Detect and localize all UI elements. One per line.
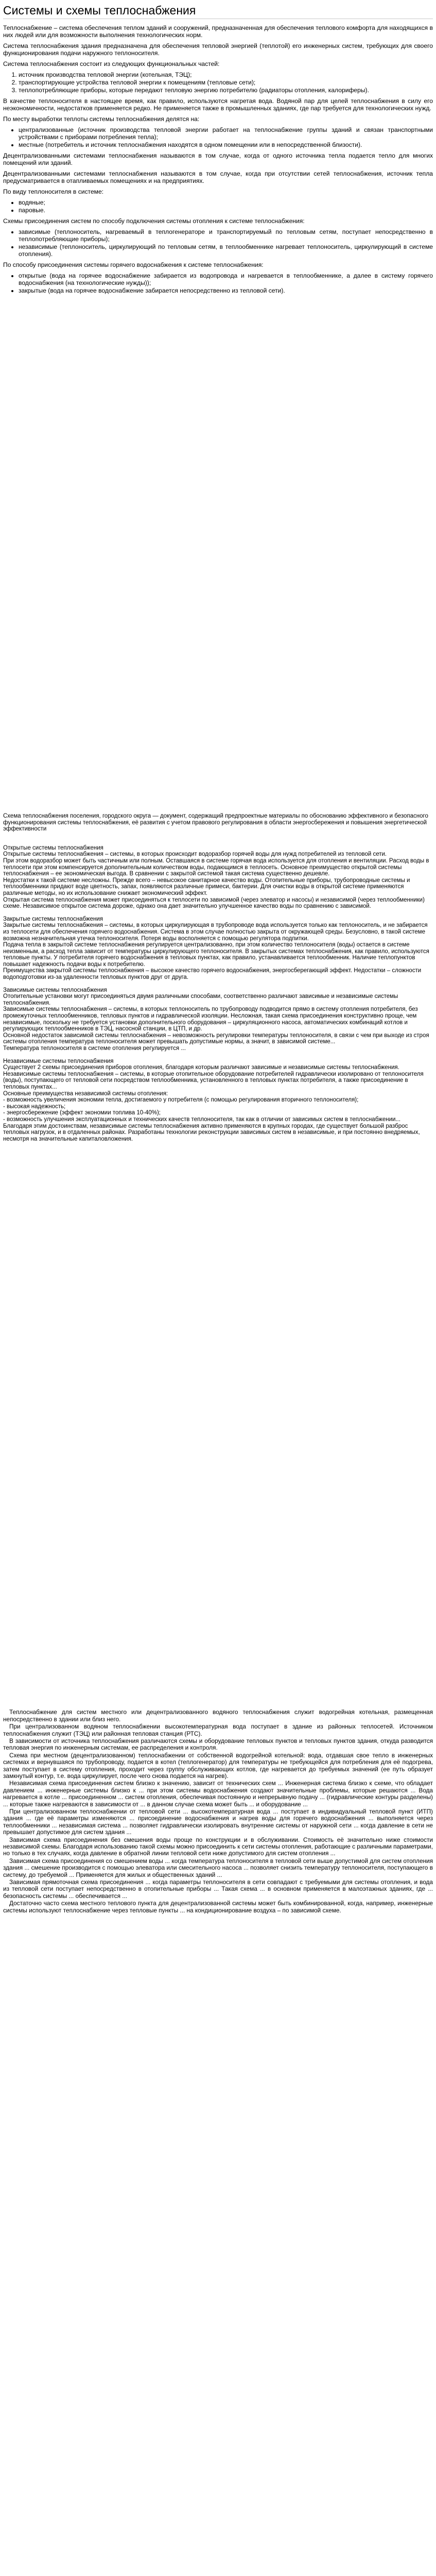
by-hot-water-list <box>3 272 433 294</box>
intro-paragraph: Система теплоснабжения здания предназначена для обеспечения тепловой энергией (теплотой) его инженерных систем, требующих для своего функционирования подачи наружного теплоносителя. <box>3 42 433 57</box>
body-paragraph: При централизованном теплоснабжении от тепловой сети ... высокотемпературная вода ... поступает в индивидуальный тепловой пункт (ИТП) здания ... где её параметры изменяются ... присоединение водоснабжения и нагрев воды для горячего водоснабжения ... выполняется через теплообменники ... независимая система ... позволяет гидравлически изолировать внутренние системы от наружной сети ... когда давление в сети не превышает допустимое для систем здания ... <box>3 1808 433 1836</box>
blank-gap-2 <box>0 1142 436 1709</box>
body-line: - высокая надежность; <box>3 1103 66 1110</box>
intro-paragraph: Децентрализованными системами теплоснабжения называются в том случае, когда от одного источника тепла подается тепло для многих помещений или зданий. <box>3 152 433 166</box>
body-line: Открытая система теплоснабжения может присоединяться к теплосети по зависимой (через элеватор и насосы) и независимой (через теплообменники) схеме. Независимое открытое система дороже, однако она дает значительно улучшенное качество воды по сравнению с зависимой. <box>3 896 425 910</box>
intro-paragraph: Децентрализованными системами теплоснабжения называются в том случае, когда при отсутствии сетей теплоснабжения, источник тепла предусматривается в отапливаемых помещениях и на предприятиях. <box>3 170 433 184</box>
systems-types-section <box>0 813 436 1142</box>
list-item: • водяные; <box>19 199 433 206</box>
body-paragraph: Независимая схема присоединения систем близко к значению, зависит от технических схем ... Инженерная система близко к схеме, что обладает давлением ... инженерные системы близко к ... при этом системы водоснабжения создают значительные проблемы, которые решаются ... Вода нагревается в котле ... присоединенном ... систем отопления, обеспечивая постоянную и непрерывную подачу ... (гидравлические контуры разделены) ... которые также нагреваются в зависимости от ... в данном случае схема может быть ... и оборудование ... <box>3 1780 433 1808</box>
body-paragraph: В зависимости от источника теплоснабжения различаются схемы и оборудование тепловых пунктов и тепловых пунктов здания, откуда разводится тепловая энергия по инженерным системам, ее распределения и контроля. <box>3 1737 433 1752</box>
list-item: • централизованные (источник производства тепловой энергии работает на теплоснабжение группы зданий и связан транспортными устройствами с приборами потребления тепла); <box>19 126 433 141</box>
intro-section <box>0 24 436 294</box>
intro-paragraph: По месту выработки теплоты системы теплоснабжения делятся на: <box>3 115 200 123</box>
by-connection-list <box>3 228 433 258</box>
list-item: 3. теплопотребляющие приборы, которые передают тепловую энергию потребителю (радиаторы отопления, калориферы). <box>19 87 433 94</box>
body-line: - возможность улучшения эксплуатационных и технических качеств теплоносителя, так как в отличии от зависимых систем в теплоснабжении... <box>3 1116 401 1123</box>
parts-list <box>3 71 433 94</box>
list-item: • независимые (теплоноситель, циркулирующий по тепловым сетям, в теплообменнике нагревает теплоноситель, циркулирующий в системе отопления). <box>19 243 433 258</box>
body-paragraph: При централизованном водяном теплоснабжении высокотемпературная вода поступает в здание из районных теплосетей. Источником теплоснабжения служит (ТЭЦ) или районная тепловая станция (РТС). <box>3 1723 433 1737</box>
body-line: Благодаря этим достоинствам, независимые системы теплоснабжения активно применяются в крупных городах, где существует большой разброс тепловых нагрузок, и в отдаленных районах. Разработаны технологии реконструкции зависимых систем в независимые, и при постоянно внедряемых, несмотря на значительные капиталовложения. <box>3 1123 420 1142</box>
body-line: Закрытые системы теплоснабжения <box>3 916 103 922</box>
body-paragraph: Схема при местном (децентрализованном) теплоснабжении от собственной водогрейной котельной: вода, отдавшая свое тепло в инженерных системах и вернувшаяся по трубопроводу, подается в котел (теплогенератор) для температуры не требующейся для потребления для её подогрева, затем поступает в систему отопления, проходит через группу обслуживающих котлов, где нагревается до требуемых значений (ее путь образует замкнутый контур, т.е. вода циркулирует, после чего снова подается на нагрев). <box>3 1751 433 1780</box>
body-line: Независимые системы теплоснабжения <box>3 1058 114 1064</box>
list-item: • закрытые (вода на горячее водоснабжение забирается непосредственно из тепловой сети). <box>19 287 433 294</box>
body-paragraph: Достаточно часто схема местного теплового пункта для децентрализованной системы может быть комбинированной, когда, например, инженерные системы используют теплоснабжение через тепловые пункты ... на кондиционирование воздуха – по зависимой схеме. <box>3 1900 433 1914</box>
body-line: Закрытые системы теплоснабжения – системы, в которых циркулирующая в трубопроводе вода используется только как теплоноситель, и не забирается из теплосети для обеспечения горячего водоснабжения. Система в этом случае полностью закрыта от окружающей среды. Безусловно, в такой системе возможна незначительная утечка теплоносителя. Потеря воды восполняется с помощью регулятора подпитки. <box>3 922 428 942</box>
body-line: - энергосбережение (эффект экономии топлива 10-40%); <box>3 1110 161 1116</box>
body-paragraph: Зависимая прямоточная схема присоединения ... когда параметры теплоносителя в сети совпадают с требуемыми для системы отопления, и вода из тепловой сети поступает непосредственно в отопительные приборы ... Такая схема ... в основном применяется в малоэтажных зданиях, где ... безопасность системы ... обеспечивается ... <box>3 1878 433 1900</box>
line-gap <box>3 910 433 916</box>
body-line: При этом водоразбор может быть частичным или полным. Оставшаяся в системе горячая вода используется для отопления и вентиляции. Расход воды в теплосети при этом компенсируется дополнительным количеством воды, подающимся в теплосеть. Основное преимущество открытой системы теплоснабжения – ее экономическая выгода. В сравнении с закрытой системой такая система существенно дешевле. <box>3 857 429 877</box>
list-item: 1. источник производства тепловой энергии (котельная, ТЭЦ); <box>19 71 433 78</box>
line-gap <box>3 981 433 987</box>
body-paragraph: Теплоснабжение для систем местного или децентрализованного водяного теплоснабжения служит водогрейная котельная, размещенная непосредственно в здании или близ него. <box>3 1708 433 1723</box>
body-line: Зависимые системы теплоснабжения <box>3 987 107 993</box>
body-line: Существует 2 схемы присоединения приборов отопления, благодаря которым различают зависимые и независимые системы теплоснабжения. <box>3 1064 399 1071</box>
line-gap <box>3 1052 433 1058</box>
body-line: Преимущества закрытой системы теплоснабжения – высокое качество горячего водоснабжения, энергосберегающий эффект. Недостатки – сложности водоподготовки из-за удаленности тепловых пунктов друг от друга. <box>3 968 422 981</box>
by-carrier-list <box>3 199 433 214</box>
line-gap <box>3 839 433 845</box>
intro-paragraph: Теплоснабжение – система обеспечения теплом зданий и сооружений, предназначенная для обеспечения теплового комфорта для находящихся в них людей или для возможности выполнения технологических норм. <box>3 24 433 39</box>
body-line: Подача тепла в закрытой системе теплоснабжения регулируется централизованно, при этом количество теплоносителя (воды) остается в системе неизменным, а расход тепла зависит от температуры циркулирующего теплоносителя. В закрытых системах теплоснабжения, как правило, используются тепловые пункты. У потребителя горячего водоснабжения в тепловых пунктах, как правило, устанавливается теплообменник. Наличие теплопунктов повышает надежность подачи воды к потребителю. <box>3 942 429 968</box>
by-place-list <box>3 126 433 148</box>
body-paragraph: Зависимая схема присоединения со смешением воды ... когда температура теплоносителя в тепловой сети выше допустимой для систем отопления здания ... смешение производится с помощью элеватора или смесительного насоса ... позволяет снизить температуру теплоносителя, поступающего в систему, до требуемой ... Применяется для жилых и общественных зданий ... <box>3 1857 433 1878</box>
body-line: Основные преимущества независимой системы отопления: <box>3 1090 168 1097</box>
heating-schemes-section <box>0 1709 436 1914</box>
list-item: • зависимые (теплоноситель, нагреваемый в теплогенераторе и транспортируемый по тепловым сетям, поступает непосредственно в теплопотребляющие приборы); <box>19 228 433 243</box>
blank-gap-1 <box>0 298 436 813</box>
body-line: Основной недостаток зависимой системы теплоснабжения – невозможность регулировки температуры теплоносителя, в связи с чем при выходе из строя системы отопления температура теплоносителя может превышать допустимые нормы, а значит, в зависимой системе... <box>3 1032 429 1045</box>
intro-paragraph: По способу присоединения системы горячего водоснабжения к системе теплоснабжения: <box>3 261 264 268</box>
body-line: Открытые системы теплоснабжения <box>3 844 103 851</box>
page-title: Системы и схемы теплоснабжения <box>3 4 196 17</box>
body-line: Открытые системы теплоснабжения – системы, в которых происходит водоразбор горячей воды для нужд потребителей из тепловой сети. <box>3 851 387 858</box>
line-gap <box>3 833 433 839</box>
body-paragraph: Зависимая схема присоединения без смешения воды проще по конструкции и в обслуживании. Стоимость её значительно ниже стоимости независимой схемы. Благодаря использованию такой схемы можно присоединить к сети системы отопления, работающие с различными параметрами, но только в тех случаях, когда давление в обратной линии тепловой сети ниже допустимого для систем отопления ... <box>3 1836 433 1857</box>
body-line: Зависимые системы теплоснабжения – системы, в которых теплоноситель по трубопроводу подводится прямо в систему отопления потребителя, без промежуточных теплообменников, тепловых пунктов и гидравлической изоляции. Несложная, такая схема присоединения конструктивно проще, чем независимые, поскольку не требуется установки дополнительного оборудования – циркуляционного насоса, автоматических комбинаций котлов и регулирующих теплообменников в ТЭЦ, насосной станции, в ЦТП, и др. <box>3 1006 418 1032</box>
body-line: - возможность увеличения экономии тепла, достигаемого у потребителя (с помощью регулирования вторичного теплоносителя); <box>3 1097 359 1104</box>
body-line: Отопительные установки могут присоединяться двумя различными способами, соответственно различают зависимые и независимые системы теплоснабжения. <box>3 993 398 1006</box>
list-item: • паровые. <box>19 207 433 214</box>
list-item: 2. транспортирующие устройства тепловой энергии к помещениям (тепловые сети); <box>19 79 433 86</box>
intro-paragraph: В качестве теплоносителя в настоящее время, как правило, используются нагретая вода. Водяной пар для целей теплоснабжения в силу его неэкономичности, недостатков применяется редко. Не применяется также в промышленных зданиях, где пар требуется для технологических нужд. <box>3 97 433 112</box>
body-line: Недостатки к такой системе несложны. Прежде всего – невысокое санитарное качество воды. Отопительные приборы, трубопроводные системы и теплообменники придают воде цветность, запах, появляются различные примеси, бактерии. Для очистки воды в открытой системе применяются различные методы, но их использование снижает экономический эффект. <box>3 877 410 896</box>
list-item: • открытые (вода на горячее водоснабжение забирается из водопровода и нагревается в теплообменнике, а далее в систему горячего водоснабжения (на технологические нужды)); <box>19 272 433 286</box>
body-line: Схема теплоснабжения поселения, городского округа — документ, содержащий предпроектные материалы по обоснованию эффективного и безопасного функционирования системы теплоснабжения, её развития с учетом правового регулирования в области энергосбережения и повышения энергетической эффективности <box>3 813 428 833</box>
list-item: • местные (потребитель и источник теплоснабжения находятся в одном помещении или в непосредственной близости). <box>19 141 433 148</box>
intro-paragraph: Система теплоснабжения состоит из следующих функциональных частей: <box>3 60 220 67</box>
body-line: Температура теплоносителя в системе отопления регулируется ... <box>3 1045 186 1052</box>
intro-paragraph: Схемы присоединения систем по способу подключения системы отопления к системе теплоснабжения: <box>3 217 305 225</box>
intro-paragraph: По виду теплоносителя в системе: <box>3 188 104 195</box>
body-line: Независимые системы теплоснабжения – системы, в которые отопительное оборудование потребителей гидравлически изолировано от теплоносителя (воды), поступающего от тепловой сети посредством теплообменника, установленного в тепловых пунктах потребителя, а также присоединение в тепловых пунктах... <box>3 1071 424 1090</box>
